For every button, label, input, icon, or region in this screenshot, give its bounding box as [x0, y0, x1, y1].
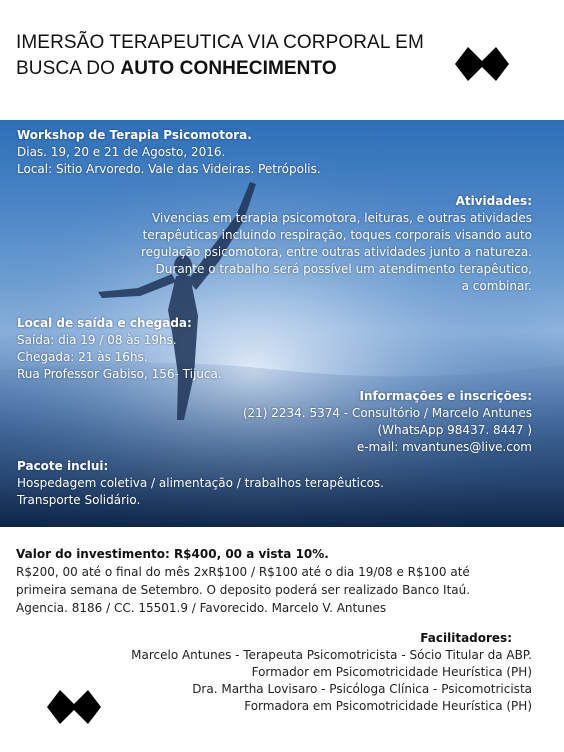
departure-exit: Saída: dia 19 / 08 às 19hs.: [17, 333, 177, 347]
facilitators-title: Facilitadores:: [420, 631, 512, 645]
title-line-2: [16, 56, 436, 82]
departure-title: Local de saída e chegada:: [17, 316, 192, 330]
title-line-1: IMERSÃO TERAPEUTICA VIA CORPORAL EM: [16, 32, 424, 53]
investment-line: R$200, 00 até o final do mês 2xR$100 / R$100 até o dia 19/08 e R$100 até: [16, 565, 470, 579]
facilitators-block: [131, 630, 532, 715]
page-title: [16, 30, 436, 82]
workshop-info: [17, 127, 321, 178]
workshop-title: Workshop de Terapia Psicomotora.: [17, 128, 252, 142]
contact-phone: (21) 2234. 5374 - Consultório / Marcelo Antunes: [242, 406, 532, 420]
investment-title: Valor do investimento: R$400, 00 a vista 10%.: [16, 547, 329, 561]
departure-arrival: Chegada: 21 às 16hs.: [17, 350, 148, 364]
contact-title: Informações e inscrições:: [359, 389, 532, 403]
investment-line: Agencia. 8186 / CC. 15501.9 / Favorecido. Marcelo V. Antunes: [16, 601, 387, 615]
activities-line: terapêuticas incluindo respiração, toques corporais visando auto: [142, 228, 532, 242]
activities-line: Durante o trabalho será possível um atendimento terapêutico,: [155, 262, 532, 276]
facilitator-line: Formador em Psicomotricidade Heurística (PH): [251, 665, 532, 679]
header: [0, 0, 564, 120]
package-item: Hospedagem coletiva / alimentação / trabalhos terapêuticos.: [17, 476, 384, 490]
facilitator-line: Formadora em Psicomotricidade Heurística (PH): [244, 699, 532, 713]
facilitator-line: Marcelo Antunes - Terapeuta Psicomotricista - Sócio Titular da ABP.: [131, 648, 532, 662]
workshop-location: Local: Sitio Arvoredo. Vale das Videiras. Petrópolis.: [17, 162, 321, 176]
facilitator-line: Dra. Martha Lovisaro - Psicóloga Clínica - Psicomotricista: [192, 682, 532, 696]
package-item: Transporte Solidário.: [17, 493, 141, 507]
contact-whatsapp: (WhatsApp 98437. 8447 ): [377, 423, 532, 437]
workshop-dates: Dias. 19, 20 e 21 de Agosto, 2016.: [17, 145, 226, 159]
title-line-2-bold: AUTO CONHECIMENTO: [120, 58, 337, 79]
photo-banner: [0, 120, 564, 527]
contact-block: [243, 388, 532, 456]
package-title: Pacote inclui:: [17, 459, 109, 473]
activities-line: Vivencias em terapia psicomotora, leituras, e outras atividades: [151, 211, 532, 225]
activities-line: a combinar.: [461, 279, 532, 293]
investment-block: [16, 545, 536, 617]
logo-icon: [452, 41, 512, 87]
departure-address: Rua Professor Gabiso, 156- Tijuca.: [17, 367, 222, 381]
logo-icon: [44, 684, 104, 730]
contact-email: e-mail: mvantunes@live.com: [356, 440, 532, 454]
departure-block: [17, 315, 222, 383]
investment-line: primeira semana de Setembro. O deposito poderá ser realizado Banco Itaú.: [16, 583, 471, 597]
activities-line: regulação psicomotora, entre outras atividades junto a natureza.: [140, 245, 532, 259]
activities-block: [141, 193, 532, 295]
package-block: [17, 458, 384, 509]
title-line-2-prefix: BUSCA DO: [16, 58, 121, 79]
activities-title: Atividades:: [455, 194, 532, 208]
